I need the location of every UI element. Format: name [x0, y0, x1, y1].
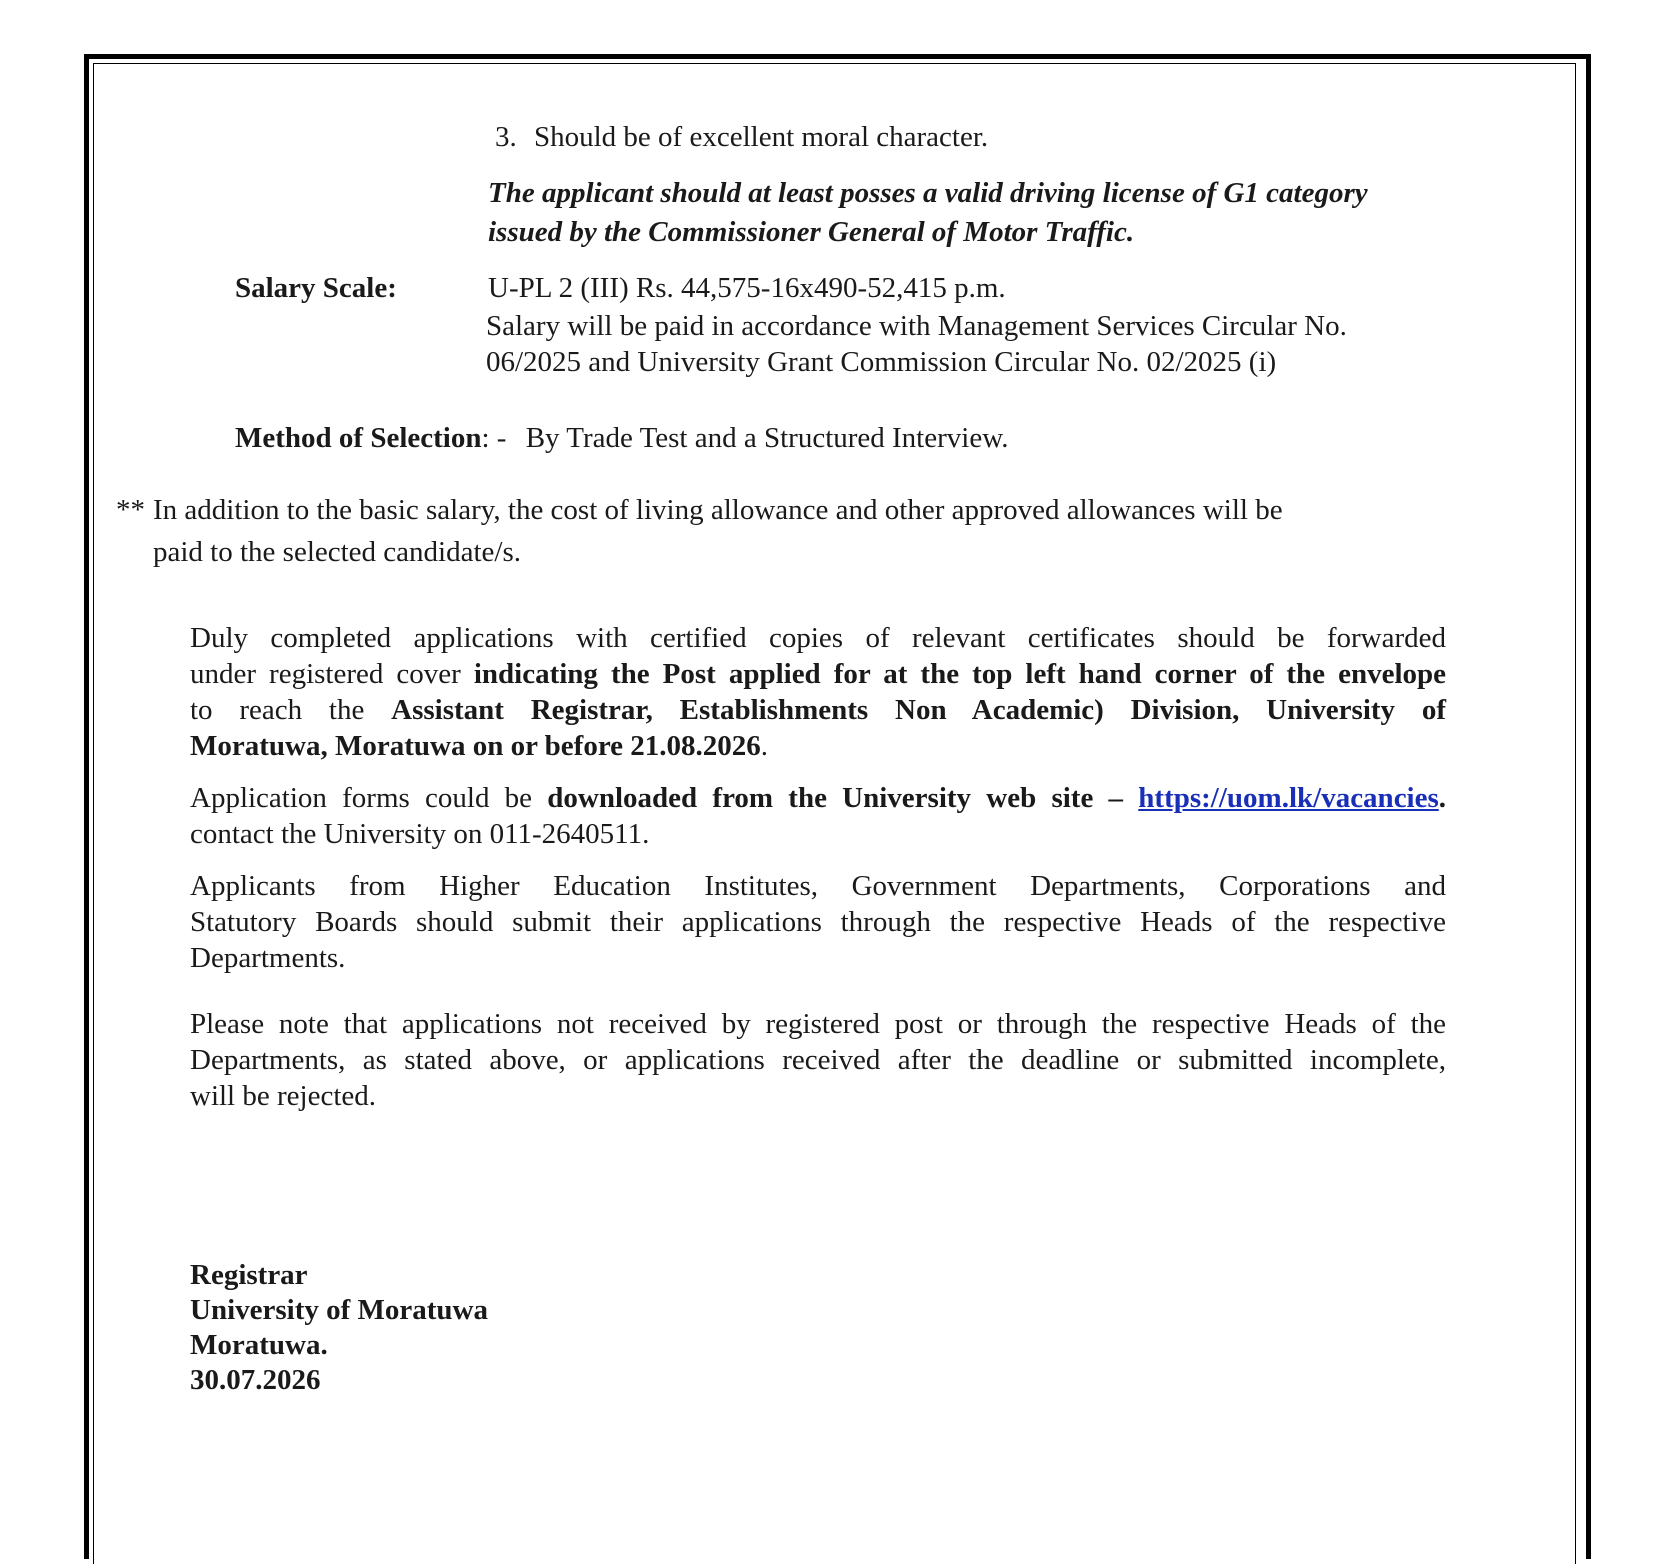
- allowance-line-2: paid to the selected candidate/s.: [153, 536, 521, 568]
- applications-line-1: Duly completed applications with certified copies of relevant certificates should be forwarded: [190, 622, 1446, 654]
- signature-city: Moratuwa.: [190, 1329, 328, 1361]
- rejection-line-2: Departments, as stated above, or applications received after the deadline or submitted incomplete,: [190, 1044, 1446, 1076]
- selection-separator: : -: [481, 422, 507, 454]
- applications-envelope-instruction: indicating the Post applied for at the top left hand corner of the envelope: [473, 658, 1446, 690]
- download-line-1: [190, 779, 1446, 817]
- download-line-2: contact the University on 011-2640511.: [190, 818, 650, 850]
- applications-line-3-text: to reach the: [190, 694, 365, 726]
- rejection-line-3: will be rejected.: [190, 1080, 376, 1112]
- driving-license-line-2: issued by the Commissioner General of Motor Traffic.: [488, 216, 1135, 248]
- applications-deadline: Moratuwa, Moratuwa on or before 21.08.2026: [190, 730, 761, 762]
- selection-value: By Trade Test and a Structured Interview.: [525, 422, 1009, 454]
- applications-line-4: [190, 727, 768, 765]
- list-number: 3.: [495, 121, 517, 153]
- applications-line-2-text: under registered cover: [190, 658, 461, 690]
- method-of-selection: [235, 419, 1009, 457]
- allowance-line-1: In addition to the basic salary, the cost of living allowance and other approved allowances will be: [153, 494, 1283, 526]
- requirement-text: Should be of excellent moral character.: [534, 121, 989, 153]
- requirement-item-3: [495, 118, 988, 156]
- allowance-marker: **: [116, 494, 145, 526]
- institutes-line-1: Applicants from Higher Education Institutes, Government Departments, Corporations and: [190, 870, 1446, 902]
- vacancies-link[interactable]: https://uom.lk/vacancies: [1138, 782, 1439, 814]
- selection-label: Method of Selection: [235, 422, 482, 454]
- salary-note-line-1: Salary will be paid in accordance with Management Services Circular No.: [486, 310, 1347, 342]
- applications-recipient: Assistant Registrar, Establishments Non Academic) Division, University of: [391, 694, 1446, 726]
- salary-scale-value: U-PL 2 (III) Rs. 44,575-16x490-52,415 p.m.: [488, 272, 1006, 304]
- signature-organization: University of Moratuwa: [190, 1294, 489, 1326]
- download-link-end: .: [1438, 782, 1447, 814]
- signature-date: 30.07.2026: [190, 1364, 321, 1396]
- signature-title: Registrar: [190, 1259, 308, 1291]
- salary-scale-label: Salary Scale:: [235, 272, 397, 304]
- applications-line-2: [190, 655, 1446, 693]
- institutes-line-3: Departments.: [190, 942, 346, 974]
- rejection-line-1: Please note that applications not received by registered post or through the respective Heads of the: [190, 1008, 1446, 1040]
- salary-note-line-2: 06/2025 and University Grant Commission Circular No. 02/2025 (i): [486, 346, 1277, 378]
- download-text: Application forms could be: [190, 782, 533, 814]
- applications-line-3: [190, 691, 1446, 729]
- driving-license-line-1: The applicant should at least posses a valid driving license of G1 category: [488, 177, 1368, 209]
- applications-line-4-end: .: [760, 730, 769, 762]
- download-instruction: downloaded from the University web site –: [547, 782, 1124, 814]
- institutes-line-2: Statutory Boards should submit their applications through the respective Heads of the respective: [190, 906, 1446, 938]
